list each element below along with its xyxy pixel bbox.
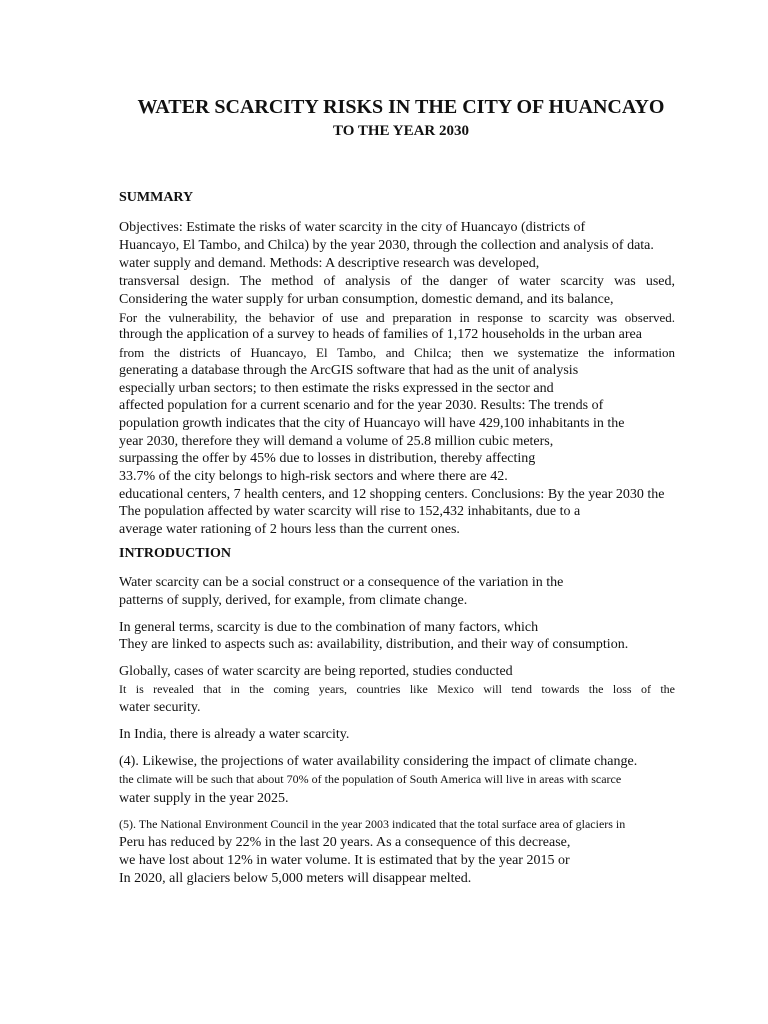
summary-line: Considering the water supply for urban consumption, domestic demand, and its balance, [119,292,614,307]
intro-line: water security. [119,700,201,715]
summary-line: through the application of a survey to heads of families of 1,172 households in the urban area [119,327,642,342]
summary-heading: SUMMARY [119,190,194,205]
intro-line: Peru has reduced by 22% in the last 20 years. As a consequence of this decrease, [119,835,571,850]
intro-line: Globally, cases of water scarcity are being reported, studies conducted [119,664,513,679]
intro-line: (5). The National Environment Council in the year 2003 indicated that the total surface area of glaciers in [119,817,626,831]
intro-line: In 2020, all glaciers below 5,000 meters will disappear melted. [119,871,472,886]
intro-line: water supply in the year 2025. [119,791,289,806]
intro-line: (4). Likewise, the projections of water availability considering the impact of climate change. [119,754,638,769]
document-subtitle: TO THE YEAR 2030 [332,123,469,139]
summary-line: water supply and demand. Methods: A descriptive research was developed, [119,256,540,271]
summary-line: 33.7% of the city belongs to high-risk sectors and where there are 42. [119,469,508,484]
summary-line: Huancayo, El Tambo, and Chilca) by the year 2030, through the collection and analysis of data. [119,238,654,253]
summary-line: from the districts of Huancayo, El Tambo, and Chilca; then we systematize the information [119,345,675,360]
summary-line: The population affected by water scarcity will rise to 152,432 inhabitants, due to a [119,504,581,519]
summary-line: Objectives: Estimate the risks of water scarcity in the city of Huancayo (districts of [119,220,586,235]
intro-line: In India, there is already a water scarcity. [119,727,350,742]
intro-line: we have lost about 12% in water volume. It is estimated that by the year 2015 or [119,853,570,868]
intro-line: Water scarcity can be a social construct or a consequence of the variation in the [119,575,564,590]
summary-line: year 2030, therefore they will demand a volume of 25.8 million cubic meters, [119,434,554,449]
summary-line: educational centers, 7 health centers, and 12 shopping centers. Conclusions: By the year 2030 the [119,487,665,502]
summary-line: especially urban sectors; to then estimate the risks expressed in the sector and [119,381,554,396]
intro-line: the climate will be such that about 70% of the population of South America will live in areas with scarce [119,772,622,786]
summary-line: surpassing the offer by 45% due to losses in distribution, thereby affecting [119,451,536,466]
intro-line: In general terms, scarcity is due to the combination of many factors, which [119,620,539,635]
intro-line: They are linked to aspects such as: availability, distribution, and their way of consumption. [119,637,629,652]
document-title: WATER SCARCITY RISKS IN THE CITY OF HUANCAYO [137,96,665,118]
summary-line: For the vulnerability, the behavior of use and preparation in response to scarcity was observed. [119,310,675,325]
summary-line: population growth indicates that the city of Huancayo will have 429,100 inhabitants in the [119,416,625,431]
summary-line: average water rationing of 2 hours less than the current ones. [119,522,460,537]
summary-line: generating a database through the ArcGIS software that had as the unit of analysis [119,363,579,378]
summary-line: affected population for a current scenario and for the year 2030. Results: The trends of [119,398,604,413]
intro-line: It is revealed that in the coming years, countries like Mexico will tend towards the loss of the [119,682,675,696]
introduction-heading: INTRODUCTION [119,546,232,561]
intro-line: patterns of supply, derived, for example, from climate change. [119,593,468,608]
summary-line: transversal design. The method of analysis of the danger of water scarcity was used, [119,274,675,289]
